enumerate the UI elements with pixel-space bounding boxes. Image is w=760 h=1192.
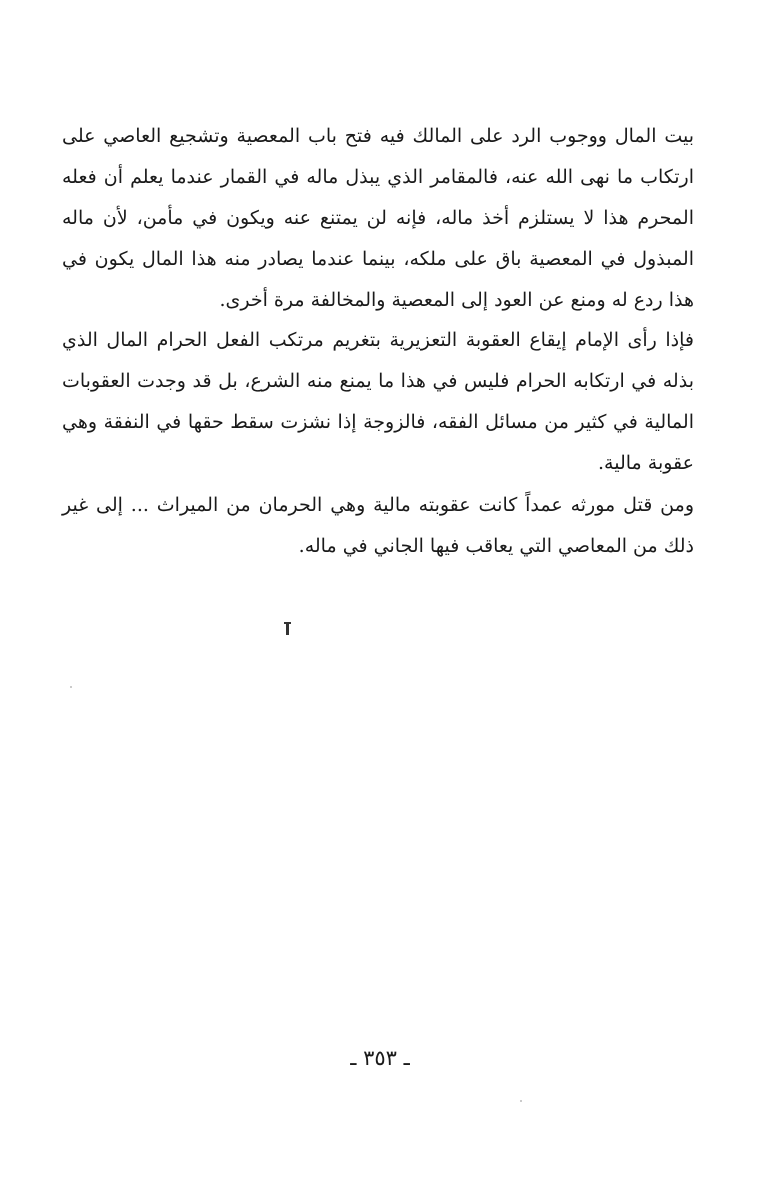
paragraph-2: فإذا رأى الإمام إيقاع العقوبة التعزيرية بتغريم مرتكب الفعل الحرام المال الذي بذله في ارتكابه الحرام فليس في هذا ما يمنع منه الشرع، بل قد وجدت العقوبات المالية في كثير من مسائل الفقه، فالزوجة إذا نشزت سقط حقها في النفقة وهي عقوبة مالية. (62, 329, 694, 474)
paragraph-3: ومن قتل مورثه عمداً كانت عقوبته مالية وهي الحرمان من الميراث ... إلى غير ذلك من المعاصي التي يعاقب فيها الجاني في ماله. (62, 494, 694, 557)
stray-ink-mark (286, 622, 289, 635)
scan-speck (520, 1100, 522, 1102)
page-number: ـ ٣٥٣ ـ (350, 1046, 410, 1070)
scan-speck (70, 686, 72, 688)
paragraph-1: بيت المال ووجوب الرد على المالك فيه فتح باب المعصية وتشجيع العاصي على ارتكاب ما نهى الله عنه، فالمقامر الذي يبذل ماله في القمار عندما يعلم أن فعله المحرم هذا لا يستلزم أخذ ماله، فإنه لن يمتنع عنه ويكون في مأمن، لأن ماله المبذول في المعصية باق على ملكه، بينما عندما يصادر منه هذا المال يكون في هذا ردع له ومنع عن العود إلى المعصية والمخالفة مرة أخرى. (62, 125, 694, 311)
